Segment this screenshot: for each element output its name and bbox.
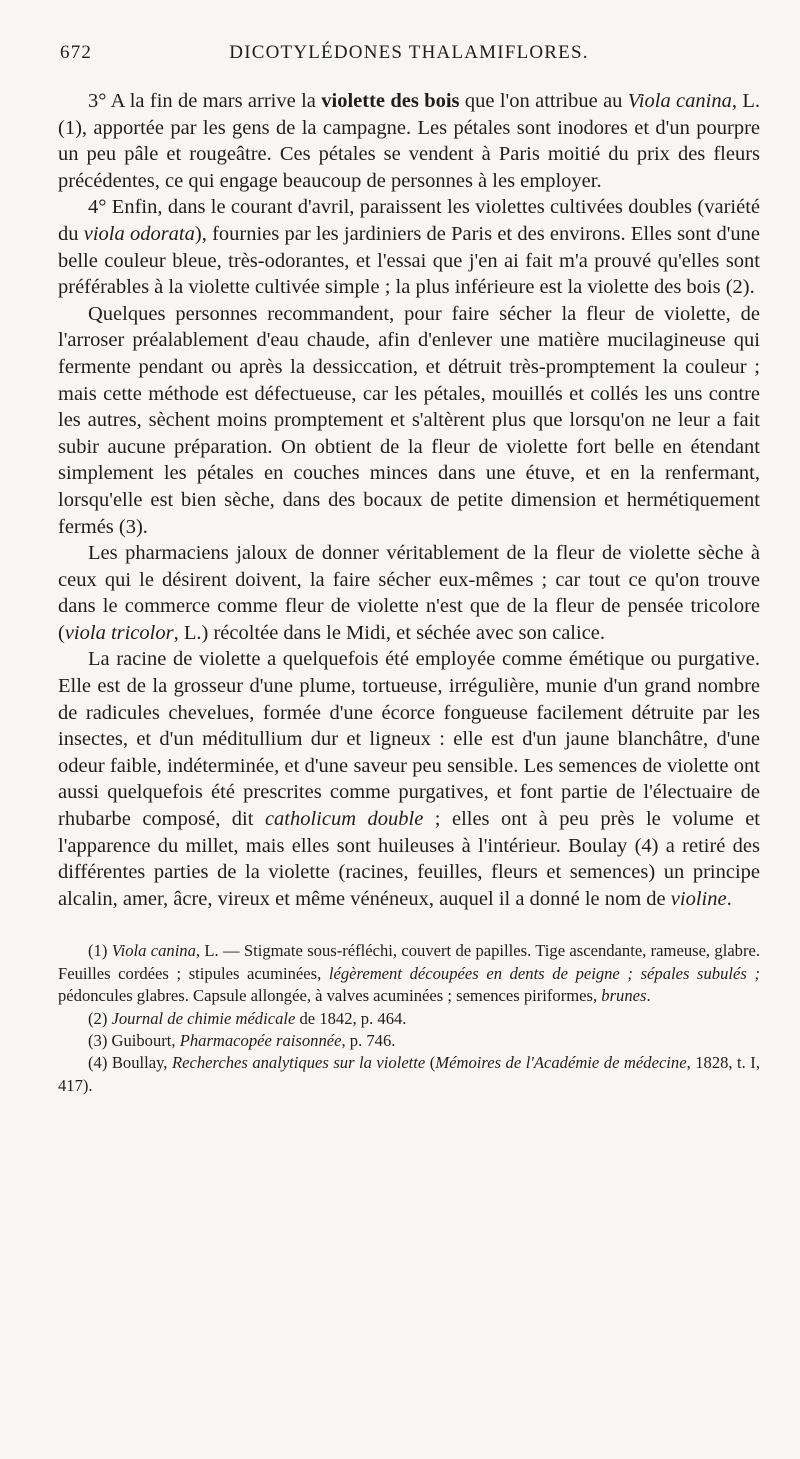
paragraph-pharmaciens: Les pharmaciens jaloux de donner véritablement de la fleur de violette sèche à ceux qui le désirent doivent, la faire sécher eux-mêmes ; car tout ce qu'on trouve dans le commerce comme fleur de violette n'est que de la fleur de pensée tricolore (viola tricolor, L.) récoltée dans le Midi, et séchée avec son calice. xyxy=(58,542,760,644)
page-number: 672 xyxy=(60,42,93,63)
paragraph-violettes-doubles: 4° Enfin, dans le courant d'avril, paraissent les violettes cultivées doubles (variété du viola odorata), fournies par les jardiniers de Paris et des environs. Elles sont d'une belle couleur bleue, très-odorantes, et l'essai que j'en ai fait m'a prouvé qu'elles sont préférables à la violette cultivée simple ; la plus inférieure est la violette des bois (2). xyxy=(58,196,761,299)
running-title: DICOTYLÉDONES THALAMIFLORES. xyxy=(229,42,589,63)
footnotes xyxy=(58,940,760,1097)
species-name: viola tricolor xyxy=(64,621,174,644)
italic-term: catholicum double xyxy=(264,808,424,831)
emphasis-term: violette des bois xyxy=(321,90,460,112)
footnote-1: (1) Viola canina, L. — Stigmate sous-réfléchi, couvert de papilles. Tige ascendante, rameuse, glabre. Feuilles cordées ; stipules acuminées, légèrement découpées en dents de peigne ; sépales subulés ; pédoncules glabres. Capsule allongée, à valves acuminées ; semences piriformes, brunes. xyxy=(58,941,761,1006)
paragraph-violette-des-bois: 3° A la fin de mars arrive la violette des bois que l'on attribue au Viola canina, L. (1), apportée par les gens de la campagne. Les pétales sont inodores et d'un pourpre un peu pâle et rougeâtre. Ces pétales se vendent à Paris moitié du prix des fleurs précédentes, ce qui engage beaucoup de personnes à les employer. xyxy=(58,90,760,192)
italic-term: violine xyxy=(670,887,727,910)
footnote-2: (2) Journal de chimie médicale de 1842, p. 464. xyxy=(88,1008,407,1028)
main-text xyxy=(58,88,760,912)
paragraph-racine: La racine de violette a quelquefois été employée comme émétique ou purgative. Elle est de la grosseur d'une plume, tortueuse, irrégulière, munie d'un grand nombre de radicules chevelues, formée d'une écorce fongueuse facilement détruite par les insectes, et d'un méditullium dur et ligneux : elle est d'un jaune blanchâtre, d'une odeur faible, indéterminée, et d'une saveur peu sensible. Les semences de violette ont aussi quelquefois été prescrites comme purgatives, et font partie de l'électuaire de rhubarbe composé, dit catholicum double ; elles ont à peu près le volume et l'apparence du millet, mais elles sont huileuses à l'intérieur. Boulay (4) a retiré des différentes parties de la violette (racines, feuilles, fleurs et semences) un principe alcalin, amer, âcre, vireux et même vénéneux, auquel il a donné le nom de violine. xyxy=(58,648,761,910)
book-page xyxy=(58,42,760,1097)
species-name: Viola canina xyxy=(627,90,732,112)
species-name: viola odorata xyxy=(83,222,195,245)
footnote-3: (3) Guibourt, Pharmacopée raisonnée, p. 746. xyxy=(88,1031,396,1051)
page-header xyxy=(58,42,760,76)
footnote-4: (4) Boullay, Recherches analytiques sur la violette (Mémoires de l'Académie de médecine, 1828, t. I, 417). xyxy=(58,1053,760,1095)
paragraph-sechage: Quelques personnes recommandent, pour faire sécher la fleur de violette, de l'arroser préalablement d'eau chaude, afin d'enlever une matière mucilagineuse qui fermente pendant ou après la dessiccation, et détruit très-promptement la couleur ; mais cette méthode est défectueuse, car les pétales, mouillés et collés les uns contre les autres, sèchent moins promptement et s'altèrent plus que lorsqu'on ne leur a fait subir aucune préparation. On obtient de la fleur de violette fort belle en étendant simplement les pétales en couches minces dans une étuve, et en la renfermant, lorsqu'elle est bien sèche, dans des bocaux de petite dimension et hermétiquement fermés (3). xyxy=(58,302,760,538)
